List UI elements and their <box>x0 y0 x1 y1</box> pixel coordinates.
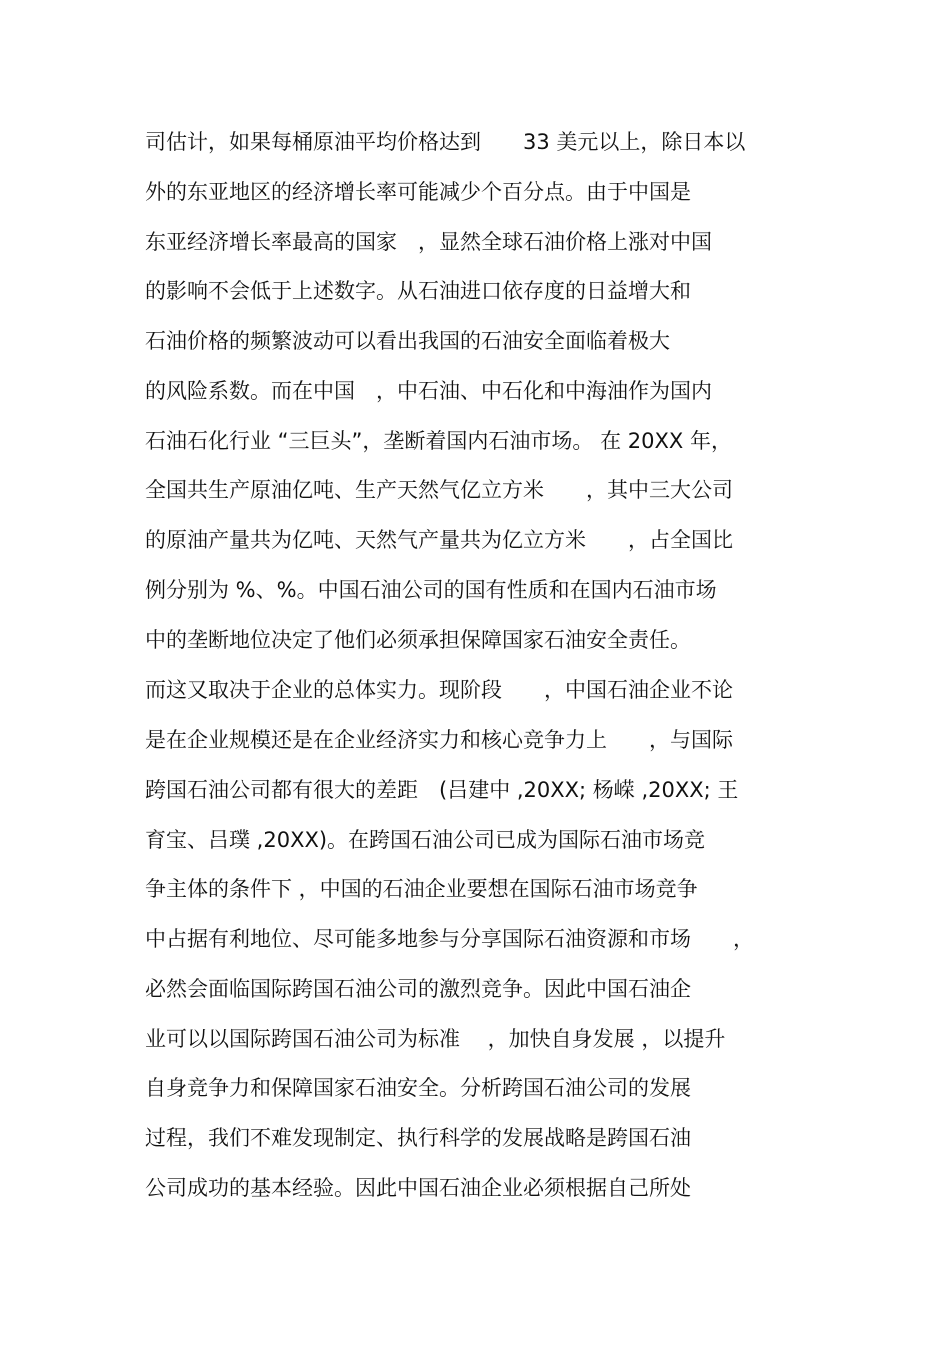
text-line: 中的垄断地位决定了他们必须承担保障国家石油安全责任。 <box>145 628 691 652</box>
text-line: 的影响不会低于上述数字。从石油进口依存度的日益增大和 <box>145 279 691 303</box>
text-line: 过程，我们不难发现制定、执行科学的发展战略是跨国石油 <box>145 1126 691 1150</box>
text-line: 争主体的条件下 ，中国的石油企业要想在国际石油市场竞争 <box>145 877 698 901</box>
text-line: 的风险系数。而在中国 ，中石油、中石化和中海油作为国内 <box>145 379 712 403</box>
text-line: 育宝、吕璞 ,20XX)。在跨国石油公司已成为国际石油市场竞 <box>145 828 706 852</box>
text-line: 石油石化行业 “三巨头”，垄断着国内石油市场。 在 20XX 年， <box>145 429 732 453</box>
text-line: 自身竞争力和保障国家石油安全。分析跨国石油公司的发展 <box>145 1076 691 1100</box>
text-line: 业可以以国际跨国石油公司为标准 ，加快自身发展 ，以提升 <box>145 1027 726 1051</box>
text-line: 必然会面临国际跨国石油公司的激烈竞争。因此中国石油企 <box>145 977 691 1001</box>
text-line: 石油价格的频繁波动可以看出我国的石油安全面临着极大 <box>145 329 670 353</box>
text-line: 而这又取决于企业的总体实力。现阶段 ，中国石油企业不论 <box>145 678 733 702</box>
text-line: 全国共生产原油亿吨、生产天然气亿立方米 ，其中三大公司 <box>145 478 733 502</box>
text-line: 例分别为 %、%。中国石油公司的国有性质和在国内石油市场 <box>145 578 717 602</box>
text-line: 司估计，如果每桶原油平均价格达到 33 美元以上，除日本以 <box>145 130 746 154</box>
text-line: 的原油产量共为亿吨、天然气产量共为亿立方米 ，占全国比 <box>145 528 733 552</box>
text-line: 东亚经济增长率最高的国家 ，显然全球石油价格上涨对中国 <box>145 230 712 254</box>
text-line: 跨国石油公司都有很大的差距 (吕建中 ,20XX; 杨嵘 ,20XX; 王 <box>145 778 739 802</box>
text-line: 外的东亚地区的经济增长率可能减少个百分点。由于中国是 <box>145 180 691 204</box>
text-line: 公司成功的基本经验。因此中国石油企业必须根据自己所处 <box>145 1176 691 1200</box>
text-line: 中占据有利地位、尽可能多地参与分享国际石油资源和市场 ， <box>145 927 754 951</box>
text-line: 是在企业规模还是在企业经济实力和核心竞争力上 ，与国际 <box>145 728 733 752</box>
